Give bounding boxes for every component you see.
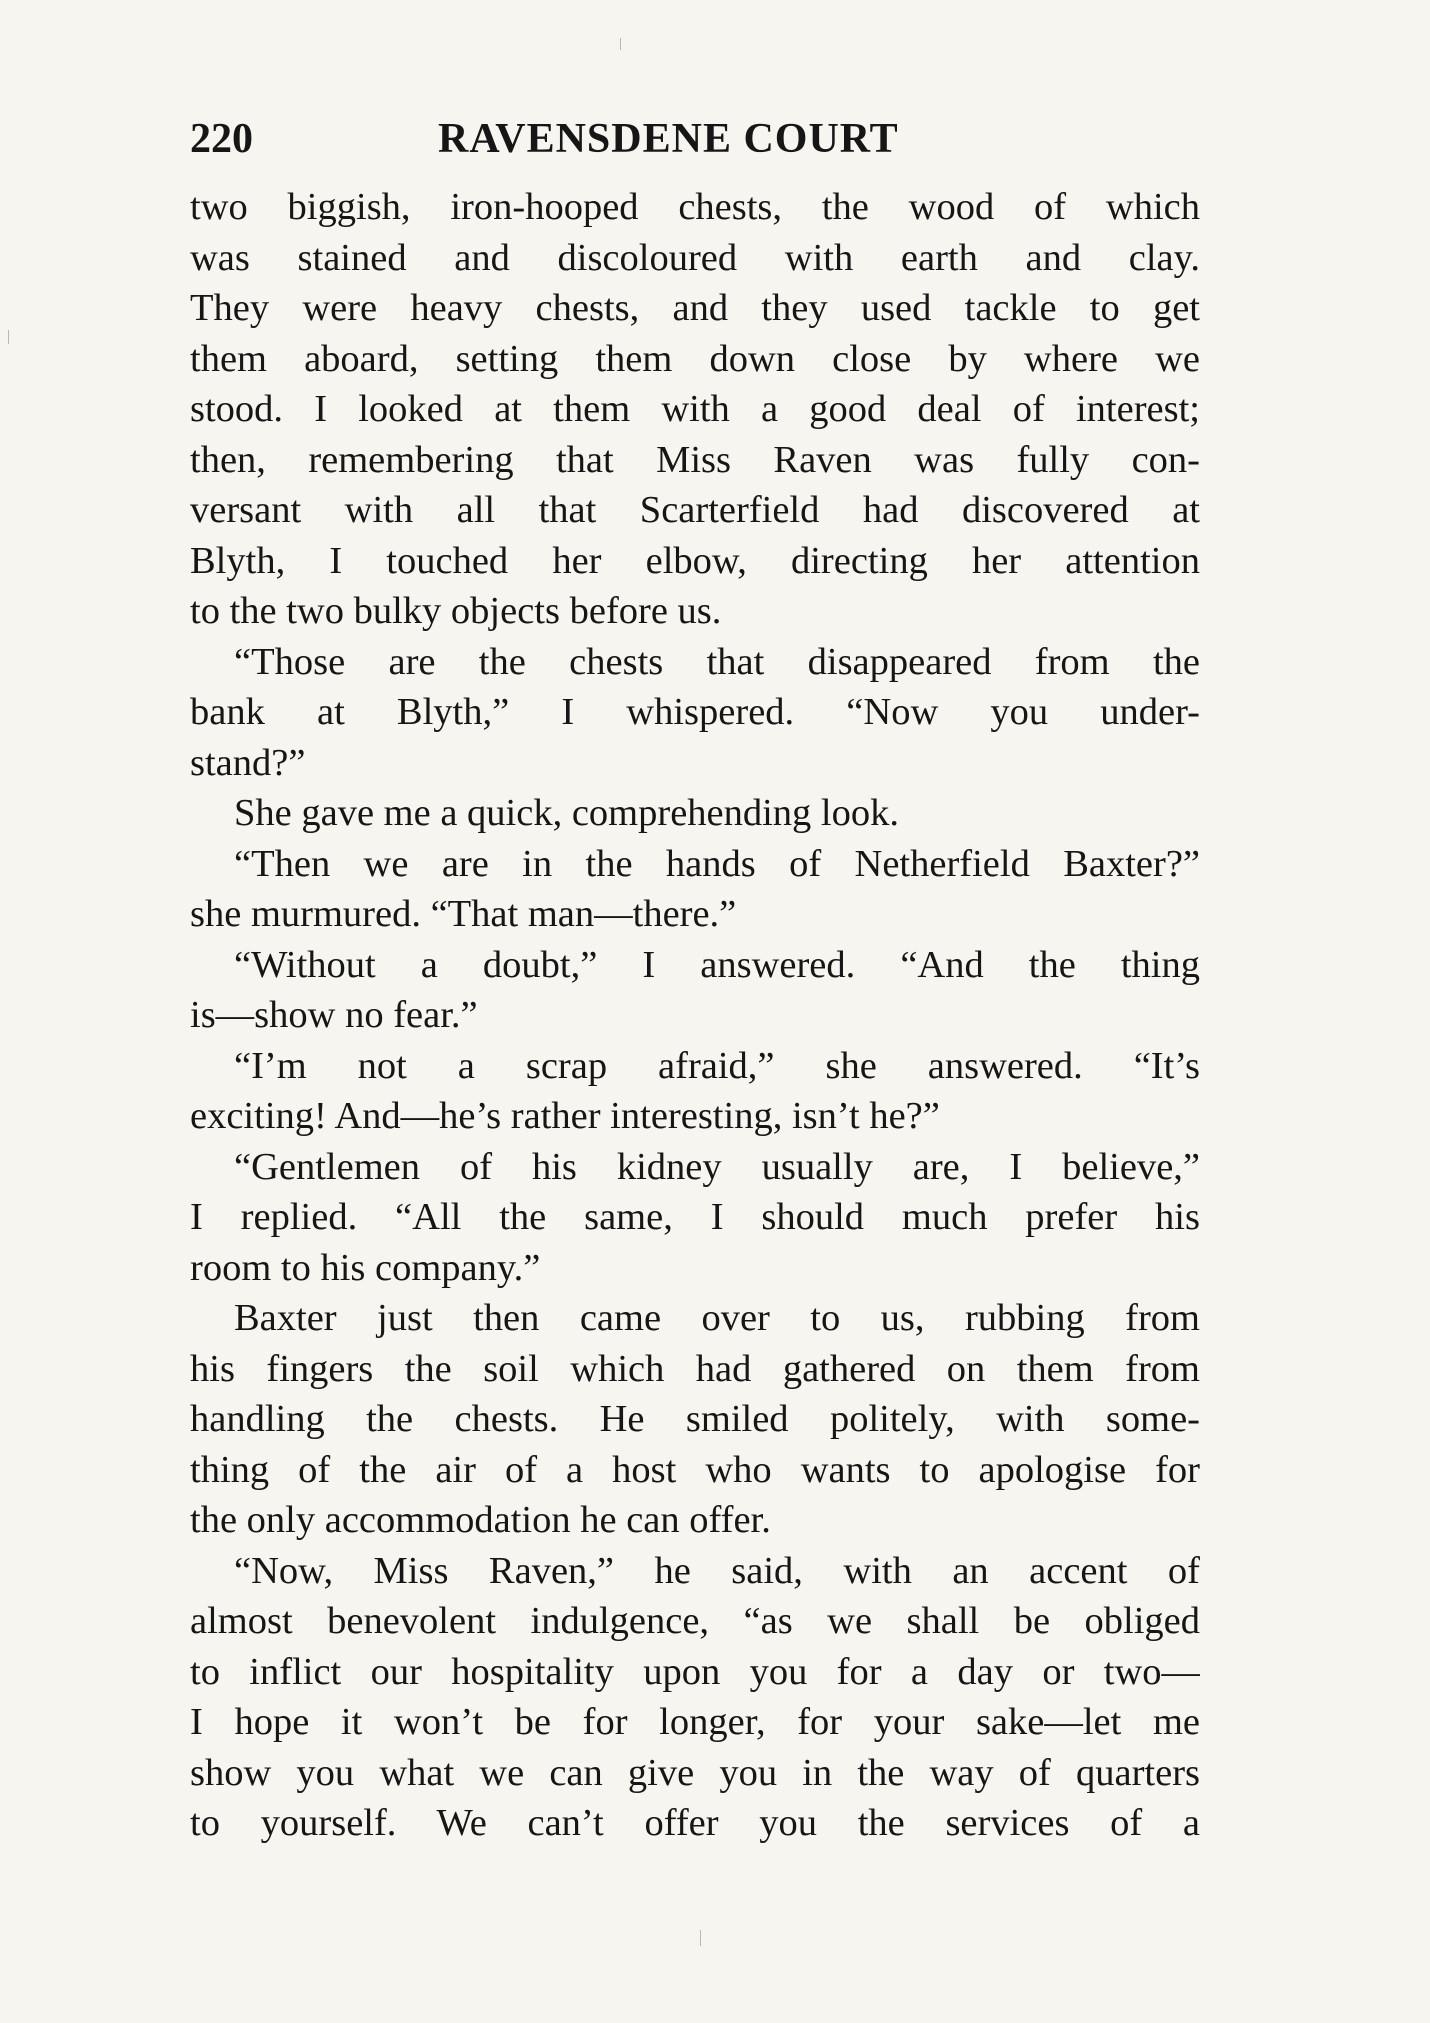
scan-mark-bottom — [700, 1930, 701, 1946]
text-line: I hope it won’t be for longer, for your sake—let me — [190, 1701, 1200, 1743]
text-line: “Those are the chests that disappeared from the — [234, 640, 1200, 683]
text-line: almost benevolent indulgence, “as we shall be obliged — [190, 1600, 1200, 1642]
text-line: bank at Blyth,” I whispered. “Now you under- — [190, 691, 1200, 733]
text-line: versant with all that Scarterfield had discovered at — [190, 489, 1200, 531]
text-line: stood. I looked at them with a good deal of interest; — [190, 388, 1200, 430]
text-line: she murmured. “That man—there.” — [190, 893, 737, 935]
text-line: “Gentlemen of his kidney usually are, I believe,” — [234, 1145, 1200, 1188]
text-line: “I’m not a scrap afraid,” she answered. “It’s — [234, 1044, 1200, 1087]
text-line: exciting! And—he’s rather interesting, isn’t he?” — [190, 1095, 940, 1137]
text-line: I replied. “All the same, I should much prefer his — [190, 1196, 1200, 1238]
running-title: RAVENSDENE COURT — [438, 116, 899, 162]
text-line: stand?” — [190, 741, 306, 784]
text-line: them aboard, setting them down close by where we — [190, 337, 1200, 380]
text-line: thing of the air of a host who wants to apologise for — [190, 1448, 1200, 1491]
text-line: She gave me a quick, comprehending look. — [234, 792, 900, 834]
running-head — [190, 112, 950, 166]
page-number: 220 — [190, 116, 253, 162]
text-line: room to his company.” — [190, 1246, 541, 1289]
text-line: “Without a doubt,” I answered. “And the thing — [234, 943, 1200, 986]
text-line: Blyth, I touched her elbow, directing her attention — [190, 539, 1200, 582]
text-line: to inflict our hospitality upon you for a day or two— — [190, 1650, 1200, 1693]
text-line: to the two bulky objects before us. — [190, 590, 722, 632]
text-line: then, remembering that Miss Raven was fully con- — [190, 438, 1200, 481]
text-line: show you what we can give you in the way of quarters — [190, 1751, 1200, 1794]
text-line: two biggish, iron-hooped chests, the wood of which — [190, 186, 1200, 228]
text-line: his fingers the soil which had gathered on them from — [190, 1347, 1200, 1390]
text-line: the only accommodation he can offer. — [190, 1499, 771, 1541]
text-line: is—show no fear.” — [190, 994, 478, 1036]
text-line: was stained and discoloured with earth and clay. — [190, 236, 1200, 279]
text-line: “Now, Miss Raven,” he said, with an accent of — [234, 1549, 1200, 1592]
text-line: to yourself. We can’t offer you the services of a — [190, 1802, 1200, 1844]
body-text — [190, 182, 1200, 1849]
text-line: “Then we are in the hands of Netherfield Baxter?” — [234, 842, 1200, 885]
scan-mark-left — [8, 330, 9, 344]
scan-mark-top — [620, 38, 621, 50]
text-line: Baxter just then came over to us, rubbing from — [234, 1297, 1200, 1339]
text-line: They were heavy chests, and they used tackle to get — [190, 287, 1200, 329]
text-line: handling the chests. He smiled politely, with some- — [190, 1398, 1200, 1440]
